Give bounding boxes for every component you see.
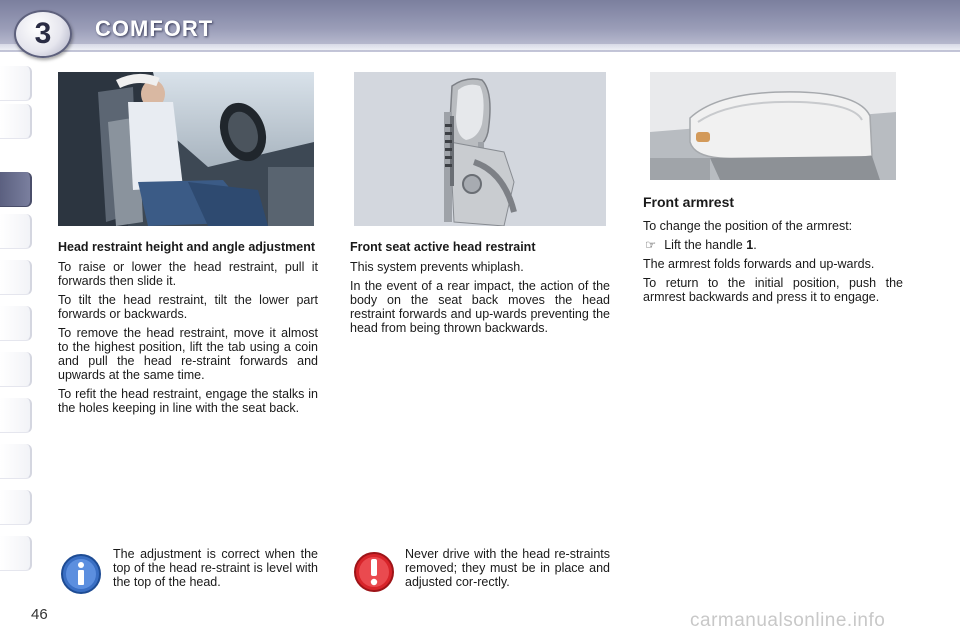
paragraph: To remove the head restraint, move it almost to the highest position, lift the tab using a coin and pull the head re-straint forwards and upwards at the same time. xyxy=(58,326,318,382)
chapter-tab[interactable] xyxy=(0,398,32,433)
watermark: carmanualsonline.info xyxy=(690,610,886,631)
chapter-tab[interactable] xyxy=(0,260,32,295)
pointing-hand-icon: ☞ xyxy=(645,238,657,252)
active-head-restraint-photo xyxy=(354,72,606,226)
chapter-tab-active[interactable] xyxy=(0,172,32,207)
paragraph: In the event of a rear impact, the action of the body on the seat back moves the head restraint forwards and up-wards preventing the head from being thrown backwards. xyxy=(350,279,610,335)
warning-note: Never drive with the head re-straints removed; they must be in place and adjusted cor-rectly. xyxy=(405,547,610,589)
head-restraint-adjustment-section xyxy=(58,240,318,420)
section-heading: Front seat active head restraint xyxy=(350,240,536,254)
head-restraint-adjustment-photo xyxy=(58,72,314,226)
front-armrest-photo xyxy=(650,72,896,180)
chapter-tab-rail xyxy=(0,66,34,578)
handle-number: 1 xyxy=(746,238,754,252)
section-heading: Head restraint height and angle adjustment xyxy=(58,240,315,254)
info-note: The adjustment is correct when the top of the head re-straint is level with the top of the head. xyxy=(113,547,318,589)
front-armrest-section xyxy=(643,195,903,309)
chapter-tab[interactable] xyxy=(0,66,32,101)
paragraph: To tilt the head restraint, tilt the lower part forwards or backwards. xyxy=(58,293,318,321)
paragraph: To raise or lower the head restraint, pull it forwards then slide it. xyxy=(58,260,318,288)
chapter-number-badge: 3 xyxy=(14,10,72,58)
chapter-tab[interactable] xyxy=(0,536,32,571)
chapter-tab[interactable] xyxy=(0,444,32,479)
instruction-bullet: ☞ Lift the handle 1. xyxy=(645,238,757,252)
chapter-tab[interactable] xyxy=(0,352,32,387)
page-number: 46 xyxy=(31,606,48,623)
paragraph: This system prevents whiplash. xyxy=(350,260,524,274)
paragraph: To refit the head restraint, engage the stalks in the holes keeping in line with the seat back. xyxy=(58,387,318,415)
paragraph: To change the position of the armrest: xyxy=(643,219,853,233)
info-icon xyxy=(60,553,102,600)
warning-icon xyxy=(353,551,395,598)
active-head-restraint-section xyxy=(350,240,610,340)
chapter-title: COMFORT xyxy=(95,16,214,41)
section-heading: Front armrest xyxy=(643,194,735,210)
paragraph: The armrest folds forwards and up-wards. xyxy=(643,257,875,271)
chapter-tab[interactable] xyxy=(0,104,32,139)
paragraph: To return to the initial position, push the armrest backwards and press it to engage. xyxy=(643,276,903,304)
chapter-tab[interactable] xyxy=(0,214,32,249)
header-divider xyxy=(0,44,960,50)
chapter-tab[interactable] xyxy=(0,490,32,525)
chapter-tab[interactable] xyxy=(0,306,32,341)
